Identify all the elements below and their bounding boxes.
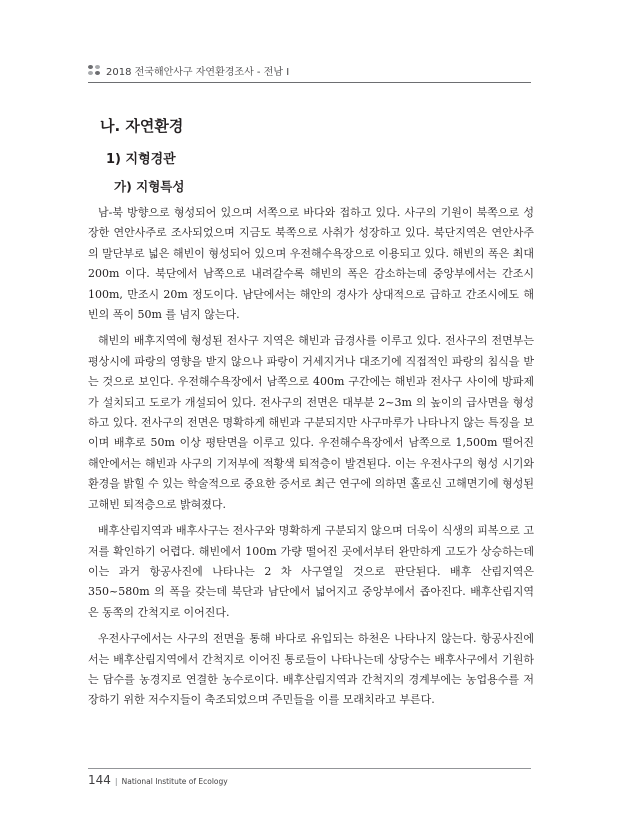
bullet-dots-icon [88,65,100,75]
page-number: 144 [88,773,111,787]
body-text [88,203,534,717]
paragraph: 해빈의 배후지역에 형성된 전사구 지역은 해빈과 급경사를 이루고 있다. 전사구의 전면부는 평상시에 파랑의 영향을 받지 않으나 파랑이 거세지거나 대조기에 직접적인 파랑의 침식을 받는 것으로 보인다. 우전해수욕장에서 남쪽으로 400m 구간에는 해빈과 전사구 사이에 방파제가 설치되고 도로가 개설되어 있다. 전사구의 전면은 대부분 2~3m 의 높이의 급사면을 형성하고 있다. 전사구의 전면은 명확하게 해빈과 구분되지만 사구마루가 나타나지 않는 특징을 보이며 배후로 50m 이상 평탄면을 이루고 있다. 우전해수욕장에서 남쪽으로 1,500m 떨어진 해안에서는 해빈과 사구의 기저부에 적황색 퇴적층이 발견된다. 이는 우전사구의 형성 시기와 환경을 밝힐 수 있는 학술적으로 중요한 증서로 최근 연구에 의하면 홀로신 고해면기에 형성된 고해빈 퇴적층으로 밝혀졌다. [88,334,534,511]
footer-organization: National Institute of Ecology [121,777,228,786]
page-footer [88,773,228,787]
paragraph: 우전사구에서는 사구의 전면을 통해 바다로 유입되는 하천은 나타나지 않는다. 항공사진에서는 배후산림지역에서 간척지로 이어진 통로들이 나타나는데 상당수는 배후사구에서 기원하는 담수를 농경지로 연결한 농수로이다. 배후산림지역과 간척지의 경계부에는 농업용수를 저장하기 위한 저수지들이 축조되었으며 주민들을 이를 모래치라고 부른다. [88,632,534,707]
subsubsection-heading: 가) 지형특성 [114,179,185,194]
running-header [88,63,289,77]
section-heading: 나. 자연환경 [100,117,184,135]
subsection-heading: 1) 지형경관 [106,152,176,167]
paragraph: 남-북 방향으로 형성되어 있으며 서쪽으로 바다와 접하고 있다. 사구의 기원이 북쪽으로 성장한 연안사주로 조사되었으며 지금도 북쪽으로 사취가 성장하고 있다. 북단지역은 연안사주의 말단부로 넓은 해빈이 형성되어 있으며 우전해수욕장으로 이용되고 있다. 해빈의 폭은 최대 200m 이다. 북단에서 남쪽으로 내려갈수록 해빈의 폭은 감소하는데 중앙부에서는 간조시 100m, 만조시 20m 정도이다. 남단에서는 해안의 경사가 상대적으로 급하고 간조시에도 해빈의 폭이 50m 를 넘지 않는다. [88,206,534,322]
footer-divider [88,768,531,769]
paragraph: 배후산림지역과 배후사구는 전사구와 명확하게 구분되지 않으며 더욱이 식생의 피복으로 고저를 확인하기 어렵다. 해빈에서 100m 가량 떨어진 곳에서부터 완만하게 고도가 상승하는데 이는 과거 항공사진에 나타나는 2 차 사구열일 것으로 판단된다. 배후 산림지역은 350~580m 의 폭을 갖는데 북단과 남단에서 넓어지고 중앙부에서 좁아진다. 배후산림지역은 동쪽의 간척지로 이어진다. [88,524,534,619]
header-divider [88,82,531,83]
footer-separator: | [114,777,118,786]
running-header-title: 2018 전국해안사구 자연환경조사 - 전남 I [106,66,290,78]
